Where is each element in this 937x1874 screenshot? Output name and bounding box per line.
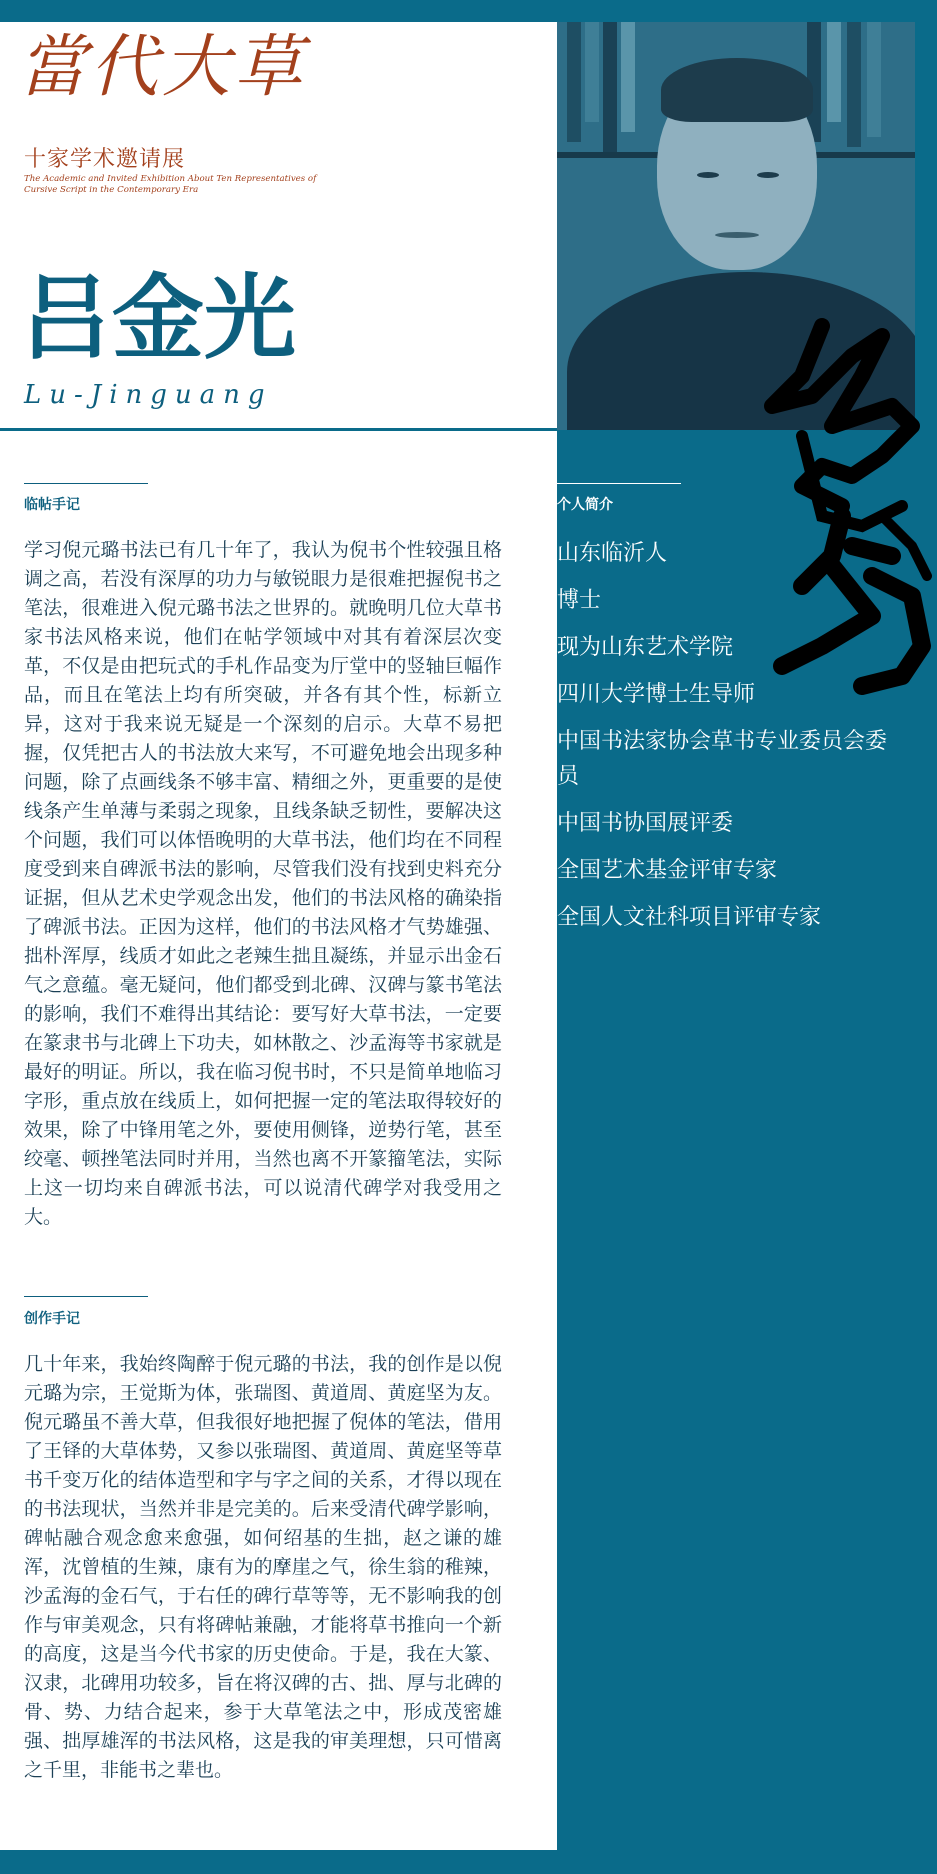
profile-item: 全国人文社科项目评审专家 bbox=[557, 905, 822, 930]
portrait-eye bbox=[757, 172, 779, 178]
bookshelf-book bbox=[827, 22, 841, 122]
bookshelf-book bbox=[621, 22, 635, 132]
section-title-creation: 创作手记 bbox=[24, 1311, 80, 1327]
bookshelf-book bbox=[847, 22, 861, 147]
section-divider bbox=[24, 483, 148, 484]
creation-notes-text: 几十年来，我始终陶醉于倪元璐的书法，我的创作是以倪元璐为宗，王觉斯为体，张瑞图、黄道周、黄庭坚为友。倪元璐虽不善大草，但我很好地把握了倪体的笔法，借用了王铎的大草体势，又参以张瑞图、黄道周、黄庭坚等草书千变万化的结体造型和字与字之间的关系，才得以现在的书法现状，当然并非是完美的。后来受清代碑学影响，碑帖融合观念愈来愈强，如何绍基的生拙，赵之谦的雄浑，沈曾植的生辣，康有为的摩崖之气，徐生翁的稚辣，沙孟海的金石气，于右任的碑行草等等，无不影响我的创作与审美观念，只有将碑帖兼融，才能将草书推向一个新的高度，这是当今代书家的历史使命。于是，我在大篆、汉隶，北碑用功较多，旨在将汉碑的古、拙、厚与北碑的骨、势、力结合起来，参于大草笔法之中，形成茂密雄强、拙厚雄浑的书法风格，这是我的审美理想，只可惜离之千里，非能书之辈也。 bbox=[24, 1353, 502, 1781]
exhibition-subtitle-en: The Academic and Invited Exhibition About Ten Representatives of Cursive Script in the Contemporary Era bbox=[24, 174, 317, 195]
section-title-profile: 个人简介 bbox=[557, 497, 613, 513]
section-title-copying: 临帖手记 bbox=[24, 497, 80, 513]
section-divider bbox=[24, 1296, 148, 1297]
top-band bbox=[0, 0, 937, 22]
profile-item: 全国艺术基金评审专家 bbox=[557, 858, 778, 883]
copying-notes-text: 学习倪元璐书法已有几十年了，我认为倪书个性较强且格调之高，若没有深厚的功力与敏锐眼力是很难把握倪书之笔法，很难进入倪元璐书法之世界的。就晚明几位大草书家书法风格来说，他们在帖学领域中对其有着深层次变革，不仅是由把玩式的手札作品变为厅堂中的竖轴巨幅作品，而且在笔法上均有所突破，并各有其个性，标新立异，这对于我来说无疑是一个深刻的启示。大草不易把握，仅凭把古人的书法放大来写，不可避免地会出现多种问题，除了点画线条不够丰富、精细之外，更重要的是使线条产生单薄与柔弱之现象，且线条缺乏韧性，要解决这个问题，我们可以体悟晚明的大草书法，他们均在不同程度受到来自碑派书法的影响，尽管我们没有找到史料充分证据，但从艺术史学观念出发，他们的书法风格的确染指了碑派书法。正因为这样，他们的书法风格才气势雄强、拙朴浑厚，线质才如此之老辣生拙且凝练，并显示出金石气之意蕴。毫无疑问，他们都受到北碑、汉碑与篆书笔法的影响，我们不难得出其结论：要写好大草书法，一定要在篆隶书与北碑上下功夫，如林散之、沙孟海等书家就是最好的明证。所以，我在临习倪书时，不只是简单地临习字形，重点放在线质上，如何把握一定的笔法取得较好的效果，除了中锋用笔之外，要使用侧锋，逆势行笔，甚至绞毫、顿挫笔法同时并用，当然也离不开篆籀笔法，实际上这一切均来自碑派书法，可以说清代碑学对我受用之大。 bbox=[24, 539, 502, 1228]
artist-name-chinese: 吕金光 bbox=[20, 264, 297, 372]
bookshelf-book bbox=[585, 22, 599, 122]
portrait-eye bbox=[697, 172, 719, 178]
section-divider bbox=[557, 483, 681, 484]
artist-name-english: Lu-Jinguang bbox=[24, 380, 273, 410]
portrait-hair bbox=[661, 58, 813, 122]
profile-item: 四川大学博士生导师 bbox=[557, 682, 756, 707]
profile-item: 中国书法家协会草书专业委员会委员 bbox=[557, 729, 888, 789]
exhibition-subtitle: 十家学术邀请展 bbox=[24, 147, 186, 172]
profile-item: 博士 bbox=[557, 588, 602, 613]
profile-list bbox=[557, 536, 897, 947]
portrait-mouth bbox=[715, 232, 759, 238]
bookshelf-book bbox=[567, 22, 581, 142]
bookshelf-book bbox=[603, 22, 617, 152]
profile-item: 山东临沂人 bbox=[557, 541, 668, 566]
bookshelf-book bbox=[867, 22, 881, 137]
profile-item: 中国书协国展评委 bbox=[557, 811, 734, 836]
exhibition-logo-script: 當代大草 bbox=[18, 28, 307, 107]
name-divider bbox=[0, 428, 557, 431]
profile-item: 现为山东艺术学院 bbox=[557, 635, 734, 660]
